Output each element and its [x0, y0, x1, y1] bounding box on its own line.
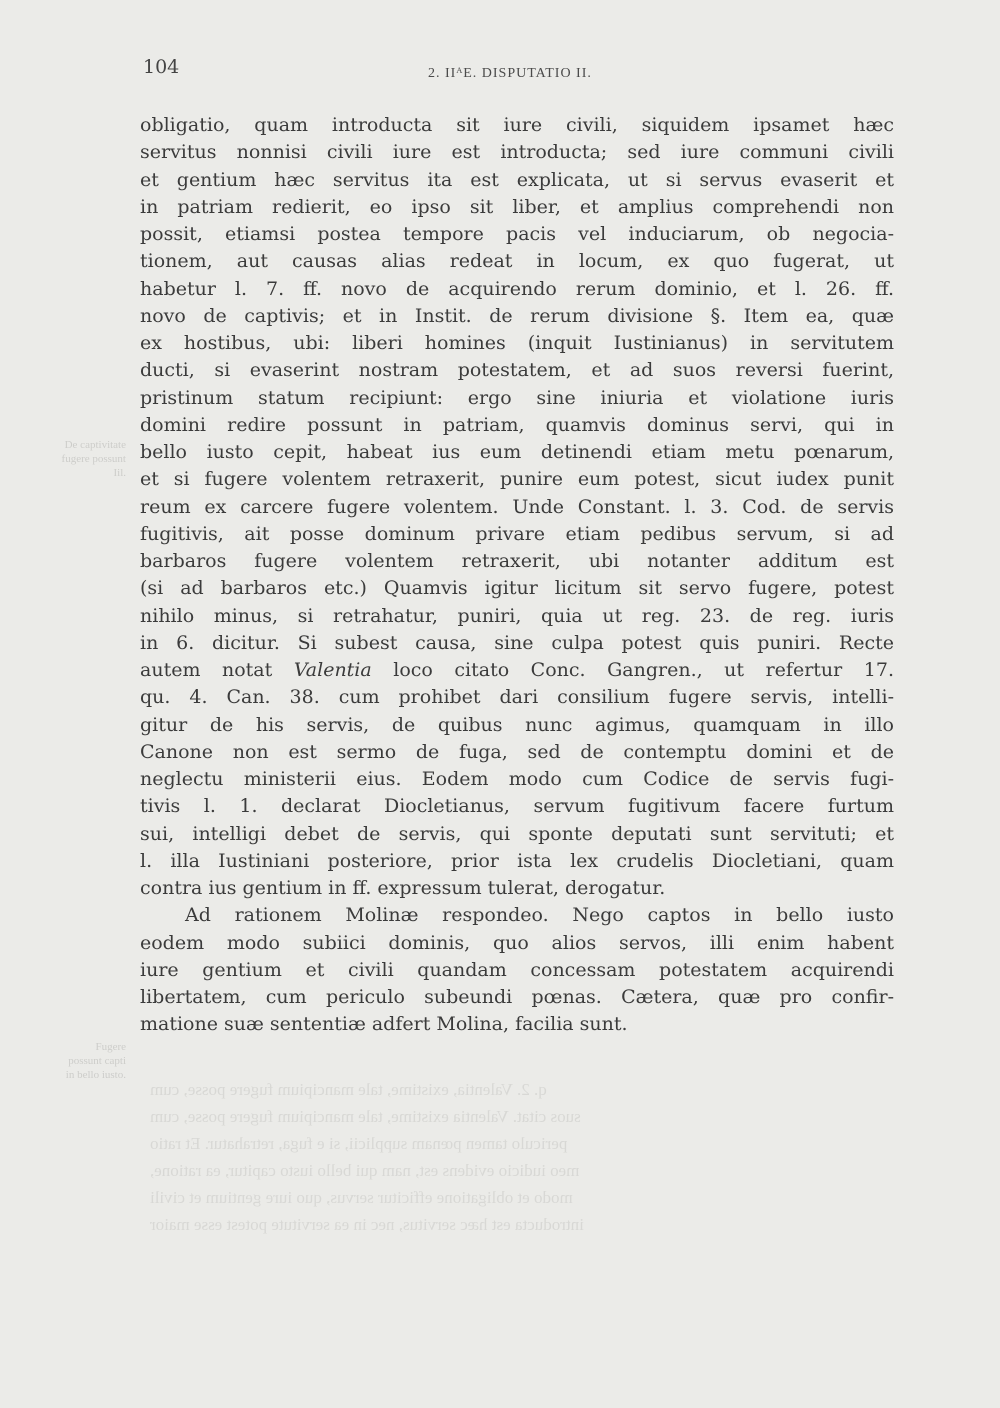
bleed-through-line: q. 2. Valentia, existime, tale mancipium fugere posse, cum	[150, 1080, 547, 1099]
text-line: ex hostibus, ubi: liberi homines (inquit Iustinianus) in servitutem	[140, 332, 894, 354]
bleed-through-line: suos citat. Valentia existime, tale mancipium fugere posse, cum	[150, 1107, 581, 1126]
margin-note-line: Iil.	[113, 467, 126, 479]
text-line: servitus nonnisi civili iure est introducta; sed iure communi civili	[140, 141, 894, 164]
text-line: reum ex carcere fugere volentem. Unde Constant. l. 3. Cod. de servis	[140, 495, 894, 518]
bleed-through-line: meo iudicio evidens est, nam qui bello iusto capitur, ea ratione,	[150, 1161, 580, 1180]
text-line: qu. 4. Can. 38. cum prohibet dari consilium fugere servis, intelli-	[140, 686, 894, 709]
margin-note-line: De captivitate	[64, 439, 126, 451]
text-line: iure gentium et civili quandam concessam potestatem acquirendi	[140, 958, 894, 981]
text-line: fugitivis, ait posse dominum privare etiam pedibus servum, si ad	[140, 522, 894, 545]
text-line: in 6. dicitur. Si subest causa, sine culpa potest quis puniri. Recte	[140, 631, 894, 654]
text-line: obligatio, quam introducta sit iure civili, siquidem ipsamet hæc	[140, 114, 894, 136]
text-line: sui, intelligi debet de servis, qui sponte deputati sunt servituti; et	[140, 822, 894, 845]
margin-note	[14, 1040, 126, 1082]
text-line: Ad rationem Molinæ respondeo. Nego captos in bello iusto	[185, 904, 894, 927]
margin-note-line: fugere possunt	[61, 453, 126, 465]
text-line: habetur l. 7. ff. novo de acquirendo rerum dominio, et l. 26. ff.	[140, 277, 894, 300]
text-line: in patriam redierit, eo ipso sit liber, et amplius comprehendi non	[140, 195, 894, 218]
text-line: pristinum statum recipiunt: ergo sine iniuria et violatione iuris	[140, 386, 894, 409]
text-line: neglectu ministerii eius. Eodem modo cum Codice de servis fugi-	[140, 768, 894, 790]
text-line: et si fugere volentem retraxerit, punire eum potest, sicut iudex punit	[140, 468, 894, 491]
page-number: 104	[143, 56, 180, 78]
text-line: tionem, aut causas alias redeat in locum, ex quo fugerat, ut	[140, 250, 894, 273]
bleed-through-line: periculo tamen pœnam supplicii, si e fuga, retrahatur. Et ratio	[150, 1134, 568, 1153]
text-line: l. illa Iustiniani posteriore, prior ista lex crudelis Diocletiani, quam	[140, 849, 894, 872]
text-line: Canone non est sermo de fuga, sed de contemptu domini et de	[140, 740, 894, 763]
text-line: libertatem, cum periculo subeundi pœnas. Cætera, quæ pro confir-	[140, 986, 894, 1008]
text-line: tivis l. 1. declarat Diocletianus, servum fugitivum facere furtum	[140, 795, 894, 818]
text-line: bello iusto cepit, habeat ius eum detinendi etiam metu pœnarum,	[140, 441, 894, 463]
text-line: domini redire possunt in patriam, quamvis dominus servi, qui in	[140, 413, 894, 436]
text-line: et gentium hæc servitus ita est explicata, ut si servus evaserit et	[140, 168, 894, 191]
margin-note	[14, 438, 126, 480]
margin-note-line: in bello iusto.	[65, 1069, 126, 1081]
body-text	[140, 112, 894, 1039]
text-line: (si ad barbaros etc.) Quamvis igitur licitum sit servo fugere, potest	[140, 577, 894, 600]
margin-note-line: possunt capti	[68, 1055, 126, 1067]
italic-name: Valentia	[293, 659, 372, 681]
bleed-through-line: introducta est hæc servitus, nec in ea servitute potest esse maior	[150, 1215, 584, 1234]
margin-note-line: Fugere	[95, 1041, 126, 1053]
text-line: barbaros fugere volentem retraxerit, ubi notanter additum est	[140, 550, 894, 572]
bleed-through-line: modo et obligatione efficitur servus, quo iure gentium et civili	[150, 1188, 573, 1207]
text-line: nihilo minus, si retrahatur, puniri, quia ut reg. 23. de reg. iuris	[140, 604, 894, 627]
text-line: contra ius gentium in ff. expressum tulerat, derogatur.	[140, 877, 666, 899]
text-line: ducti, si evaserint nostram potestatem, et ad suos reversi fuerint,	[140, 359, 894, 382]
text-line: matione suæ sententiæ adfert Molina, facilia sunt.	[140, 1013, 628, 1036]
running-header: 2. IIᴬE. DISPUTATIO II.	[428, 66, 592, 81]
text-line: eodem modo subiici dominis, quo alios servos, illi enim habent	[140, 931, 894, 954]
text-line: novo de captivis; et in Instit. de rerum divisione §. Item ea, quæ	[140, 304, 894, 327]
text-line: autem notat Valentia loco citato Conc. Gangren., ut refertur 17.	[140, 659, 894, 681]
text-line: possit, etiamsi postea tempore pacis vel induciarum, ob negocia-	[140, 223, 894, 245]
text-line: gitur de his servis, de quibus nunc agimus, quamquam in illo	[140, 713, 894, 736]
